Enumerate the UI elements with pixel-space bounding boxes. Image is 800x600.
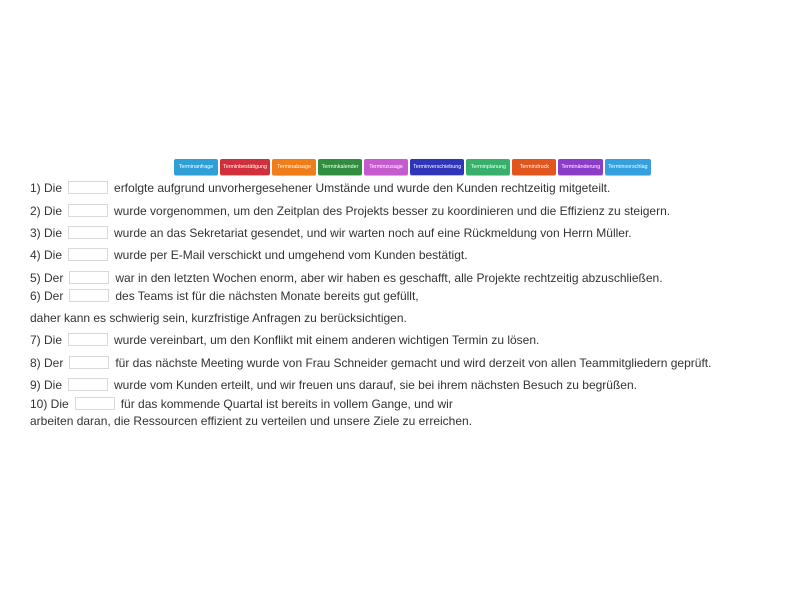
sentence-text: für das nächste Meeting wurde von Frau Schneider gemacht und wird derzeit von allen Teammitgliedern geprüft.: [115, 356, 712, 370]
answer-blank-8[interactable]: [69, 356, 109, 369]
answer-blank-2[interactable]: [68, 204, 108, 217]
sentence-10: [30, 395, 453, 413]
sentence-prefix: 8) Der: [30, 356, 64, 370]
word-chip-termindruck[interactable]: Termindruck: [512, 159, 556, 175]
word-chip-terminverschiebung[interactable]: Terminverschiebung: [410, 159, 464, 175]
sentence-1: [30, 179, 610, 197]
answer-blank-3[interactable]: [68, 226, 108, 239]
sentence-10-continuation: [30, 412, 472, 430]
sentence-prefix: 2) Die: [30, 204, 63, 218]
word-chip-terminanfrage[interactable]: Terminanfrage: [174, 159, 218, 175]
sentence-text: daher kann es schwierig sein, kurzfristige Anfragen zu berücksichtigen.: [30, 311, 407, 325]
sentence-prefix: 1) Die: [30, 181, 63, 195]
word-chip-terminbestaetigung[interactable]: Terminbestätigung: [220, 159, 270, 175]
answer-blank-9[interactable]: [68, 378, 108, 391]
sentence-5: [30, 269, 663, 287]
answer-blank-7[interactable]: [68, 333, 108, 346]
sentence-text: wurde vom Kunden erteilt, und wir freuen uns darauf, sie bei ihrem nächsten Besuch zu begrüßen.: [114, 378, 637, 392]
sentence-6: [30, 287, 419, 305]
sentence-9: [30, 376, 637, 394]
sentence-text: arbeiten daran, die Ressourcen effizient zu verteilen und unsere Ziele zu erreichen.: [30, 414, 473, 428]
sentence-text: wurde vereinbart, um den Konflikt mit einem anderen wichtigen Termin zu lösen.: [114, 333, 540, 347]
answer-blank-5[interactable]: [69, 271, 109, 284]
sentence-text: war in den letzten Wochen enorm, aber wir haben es geschafft, alle Projekte rechtzeitig abzuschließen.: [115, 271, 663, 285]
answer-blank-10[interactable]: [75, 397, 115, 410]
sentence-prefix: 4) Die: [30, 248, 63, 262]
word-bank: [174, 159, 651, 175]
sentence-3: [30, 224, 632, 242]
sentence-6-continuation: [30, 309, 407, 327]
word-chip-terminabsage[interactable]: Terminabsage: [272, 159, 316, 175]
sentence-text: für das kommende Quartal ist bereits in vollem Gange, und wir: [120, 397, 453, 411]
answer-blank-4[interactable]: [68, 248, 108, 261]
word-chip-terminaenderung[interactable]: Terminänderung: [558, 159, 603, 175]
sentence-text: wurde an das Sekretariat gesendet, und wir warten noch auf eine Rückmeldung von Herrn Müller.: [114, 226, 632, 240]
sentence-prefix: 7) Die: [30, 333, 63, 347]
sentence-text: erfolgte aufgrund unvorhergesehener Umstände und wurde den Kunden rechtzeitig mitgeteilt.: [114, 181, 611, 195]
sentence-prefix: 6) Der: [30, 289, 64, 303]
sentence-prefix: 9) Die: [30, 378, 63, 392]
sentence-4: [30, 246, 468, 264]
word-chip-terminplanung[interactable]: Terminplanung: [466, 159, 510, 175]
sentence-prefix: 5) Der: [30, 271, 64, 285]
word-chip-terminkalender[interactable]: Terminkalender: [318, 159, 362, 175]
sentence-8: [30, 354, 711, 372]
sentence-prefix: 3) Die: [30, 226, 63, 240]
sentence-prefix: 10) Die: [30, 397, 69, 411]
word-chip-terminvorschlag[interactable]: Terminvorschlag: [605, 159, 650, 175]
sentence-text: des Teams ist für die nächsten Monate bereits gut gefüllt,: [115, 289, 419, 303]
answer-blank-1[interactable]: [68, 181, 108, 194]
sentence-text: wurde vorgenommen, um den Zeitplan des Projekts besser zu koordinieren und die Effizienz zu steigern.: [114, 204, 671, 218]
word-chip-terminzusage[interactable]: Terminzusage: [364, 159, 408, 175]
sentence-2: [30, 202, 670, 220]
answer-blank-6[interactable]: [69, 289, 109, 302]
sentence-7: [30, 331, 539, 349]
sentence-text: wurde per E-Mail verschickt und umgehend vom Kunden bestätigt.: [114, 248, 468, 262]
